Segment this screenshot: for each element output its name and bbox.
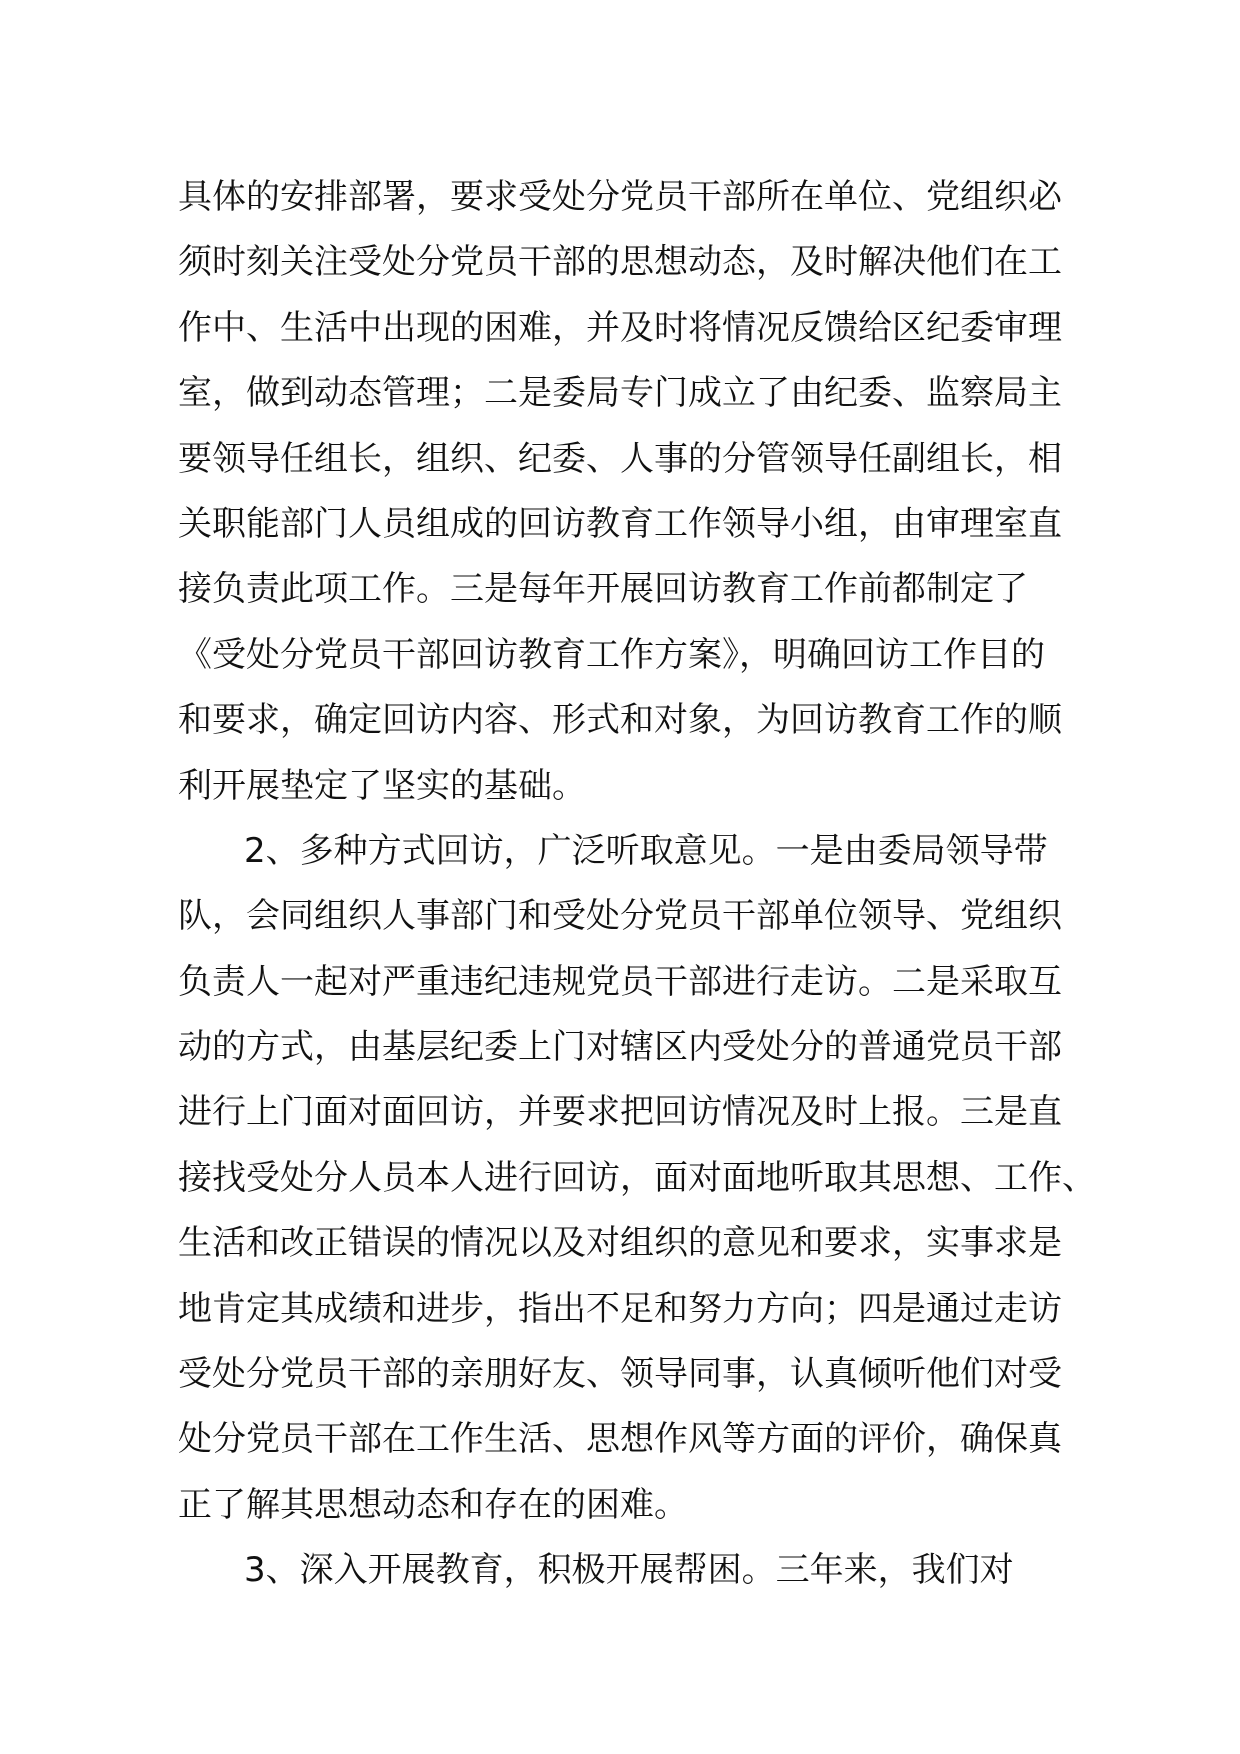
text-line: 具体的安排部署，要求受处分党员干部所在单位、党组织必 [178,177,1062,217]
text-line: 接负责此项工作。三是每年开展回访教育工作前都制定了 [178,569,1028,610]
text-line: 生活和改正错误的情况以及对组织的意见和要求，实事求是 [178,1223,1062,1264]
text-line: 要领导任组长，组织、纪委、人事的分管领导任副组长，相 [178,438,1062,479]
text-line: 关职能部门人员组成的回访教育工作领导小组，由审理室直 [178,503,1062,544]
text-line: 利开展垫定了坚实的基础。 [178,765,586,806]
text-line: 正了解其思想动态和存在的困难。 [178,1484,688,1525]
text-line: 地肯定其成绩和进步，指出不足和努力方向；四是通过走访 [178,1288,1062,1329]
text-line: 和要求，确定回访内容、形式和对象，为回访教育工作的顺 [178,700,1062,741]
text-line: 作中、生活中出现的困难，并及时将情况反馈给区纪委审理 [178,307,1062,348]
paragraph-start-line: 3、深入开展教育，积极开展帮困。三年来，我们对 [244,1550,1014,1591]
document-body [178,165,1096,1604]
paragraph-start-line: 2、多种方式回访，广泛听取意见。一是由委局领导带 [244,830,1048,871]
text-line: 室，做到动态管理；二是委局专门成立了由纪委、监察局主 [178,373,1062,414]
text-line: 受处分党员干部的亲朋好友、领导同事，认真倾听他们对受 [178,1354,1062,1395]
text-line: 接找受处分人员本人进行回访，面对面地听取其思想、工作、 [178,1157,1096,1198]
text-line: 队，会同组织人事部门和受处分党员干部单位领导、党组织 [178,896,1062,937]
text-line: 处分党员干部在工作生活、思想作风等方面的评价，确保真 [178,1419,1062,1460]
text-line: 进行上门面对面回访，并要求把回访情况及时上报。三是直 [178,1092,1062,1133]
text-line: 《受处分党员干部回访教育工作方案》，明确回访工作目的 [178,634,1045,675]
text-line: 负责人一起对严重违纪违规党员干部进行走访。二是采取互 [178,961,1062,1002]
text-line: 动的方式，由基层纪委上门对辖区内受处分的普通党员干部 [178,1027,1062,1068]
text-line: 须时刻关注受处分党员干部的思想动态，及时解决他们在工 [178,242,1062,283]
